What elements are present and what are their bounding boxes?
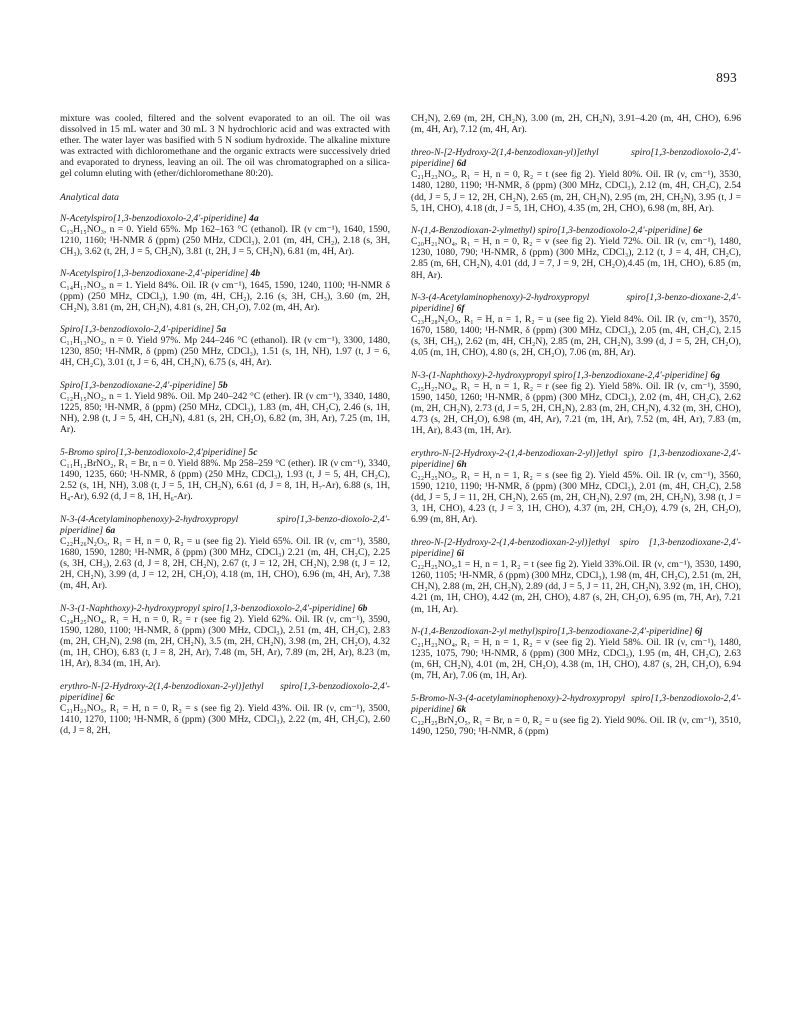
compound-entry <box>60 213 390 257</box>
compound-number: 6a <box>105 524 116 536</box>
compound-name: N-3-(1-Naphthoxy)-2-hydroxypropyl spiro[1,3-benzodioxolo-2,4'-piperidine] <box>60 602 356 614</box>
compound-data: C₂₃H₂₈N₂O₅, R₁ = H, n = 1, R₂ = u (see fig 2). Yield 84%. Oil. IR (ν, cm⁻¹), 3570, 1670, 1580, 1400; ¹H-NMR, δ (ppm) (300 MHz, CDCl₃), 2.05 (m, 4H, CH₂C), 2.15 (s, 3H, CH₃), 2.62 (m, 4H, CH₂N), 2.85 (m, 2H, CH₂N), 3.99 (d, J = 5, 2H, CH₂O), 4.05 (m, 1H, CHO), 4.80 (s, 2H, CH₂O), 7.06 (m, 8H, Ar). <box>411 314 741 359</box>
compound-name: 5-Bromo spiro[1,3-benzodioxolo-2,4'piperidine] <box>60 446 247 458</box>
compound-name: 5-Bromo-N-3-(4-acetylaminophenoxy)-2-hydroxypropyl spiro[1,3-benzodioxolo-2,4'-piperidine] <box>411 692 741 715</box>
compound-number: 5a <box>216 324 227 336</box>
compound-number: 5c <box>248 446 258 458</box>
compound-name: N-3-(1-Naphthoxy)-2-hydroxypropyl spiro[1,3-benzodioxane-2,4'-piperidine] <box>411 369 708 381</box>
compound-data: C₁₂H₁₅NO₂, n = 1. Yield 98%. Oil. Mp 240–242 °C (ether). IR (ν cm⁻¹), 3340, 1480, 1225, 850; ¹H-NMR, δ (ppm) (250 MHz, CDCl₃), 1.83 (m, 4H, CH₂C), 2.46 (s, 1H, NH), 2.98 (t, J = 5, 4H, CH₂N), 4.81 (s, 2H, CH₂O), 6.82 (m, 3H, Ar), 7.25 (m, 1H, Ar). <box>60 391 390 436</box>
compound-entry <box>60 324 390 368</box>
compound-entry <box>411 626 741 681</box>
left-column <box>60 113 390 748</box>
compound-data: C₂₂H₂₅BrN₂O₅, R₁ = Br, n = 0, R₂ = u (see fig 2). Yield 90%. Oil. IR (ν, cm⁻¹), 3510, 1490, 1250, 790; ¹H-NMR, δ (ppm) <box>411 715 741 738</box>
intro-paragraph: mixture was cooled, filtered and the solvent evaporated to an oil. The oil was dissolved in 15 mL water and 30 mL 3 N hydrochloric acid and was extracted with ether. The water layer was basified with 5 N sodium hydroxide. The alkaline mixture was extracted with dichloromethane and the organic extracts were successively dried and evaporated to dryness, leaving an oil. The oil was chromatographed on a silica-gel column eluting with (ether/dichloromethane 80:20). <box>60 113 390 180</box>
compound-data: C₁₄H₁₇NO₃, n = 1. Yield 84%. Oil. IR (ν cm⁻¹), 1645, 1590, 1240, 1100; ¹H-NMR δ (ppm) (250 MHz, CDCl₃), 1.90 (m, 4H, CH₂), 2.16 (s, 3H, CH₃), 3.60 (m, 2H, CH₂N), 3.81 (m, 2H, CH₂N), 4.81 (s, 2H, CH₂O), 7.02 (m, 4H, Ar). <box>60 279 390 313</box>
compound-entry <box>411 537 741 615</box>
compound-name: erythro-N-[2-Hydroxy-2-(1,4-benzodioxan-2-yl)]ethyl spiro [1,3-benzodioxane-2,4'-piperidine] <box>411 447 741 470</box>
compound-entry <box>60 380 390 435</box>
compound-entry <box>411 292 741 359</box>
compound-name: N-Acetylspiro[1,3-benzodioxane-2,4'-piperidine] <box>60 268 249 280</box>
compound-data: C₂₂H₂₆N₂O₅, R₁ = H, n = 0, R₂ = u (see fig 2). Yield 65%. Oil. IR (ν, cm⁻¹), 3580, 1680, 1590, 1280; ¹H-NMR, δ (ppm) (300 MHz, CDCl₃) 2.21 (m, 4H, CH₂C), 2.25 (s, 3H, CH₃), 2.63 (d, J = 8, 2H, CH₂N), 2.67 (t, J = 12, 2H, CH₂N), 2.98 (t, J = 12, 2H, CH₂N), 3.99 (d, J = 12, 2H, CH₂O), 4.18 (m, 1H, CHO), 6.96 (m, 4H, Ar), 7.38 (m, 4H, Ar). <box>60 535 390 592</box>
compound-number: 5b <box>218 379 228 391</box>
compound-entry <box>411 693 741 737</box>
compound-data: C₂₄H₂₅NO₄, R₁ = H, n = 0, R₂ = r (see fig 2). Yield 62%. Oil. IR (ν, cm⁻¹), 3590, 1590, 1280, 1100; ¹H-NMR, δ (ppm) (300 MHz, CDCl₃), 2.51 (m, 4H, CH₂C), 2.83 (m, 2H, CH₂N), 2.98 (m, 2H, CH₂N), 3.5 (m, 2H, CH₂N), 3.98 (m, 2H, CH₂O), 4.32 (m, 1H, CHO), 6.83 (t, J = 8, 2H, Ar), 7.48 (m, 5H, Ar), 7.89 (m, 2H, Ar), 8.23 (m, 1H, Ar), 8.34 (m, 1H, Ar). <box>60 613 390 670</box>
compound-data: C₁₃H₁₅NO₃, n = 0. Yield 65%. Mp 162–163 °C (ethanol). IR (ν cm⁻¹), 1640, 1590, 1210, 1160; ¹H-NMR δ (ppm) (250 MHz, CDCl₃), 2.01 (m, 4H, CH₂), 2.18 (s, 3H, CH₃), 3.62 (t, 2H, J = 5, CH₂N), 3.81 (t, 2H, J = 5, CH₂N), 6.81 (m, 4H, Ar). <box>60 223 390 257</box>
compound-data: C₂₅H₂₇NO₄, R₁ = H, n = 1, R₂ = r (see fig 2). Yield 58%. Oil. IR (ν, cm⁻¹), 3590, 1590, 1450, 1260; ¹H-NMR, δ (ppm) (300 MHz, CDCl₃), 2.02 (m, 4H, CH₂C), 2.62 (m, 2H, CH₂N), 2.73 (d, J = 5, 2H, CH₂N), 2.83 (m, 2H, CH₂N), 4.32 (m, 3H, CHO), 4.73 (s, 2H, CH₂O), 6.98 (m, 4H, Ar), 7.21 (m, 1H, Ar), 7.52 (m, 4H, Ar), 7.83 (m, 1H, Ar), 8.43 (m, 1H, Ar). <box>411 381 741 437</box>
compound-data: C₂₁H₂₃NO₅, R₁ = H, n = 0, R₂ = t (see fig 2). Yield 80%. Oil. IR (ν, cm⁻¹), 3530, 1480, 1280, 1190; ¹H-NMR, δ (ppm) (300 MHz, CDCl₃), 2.12 (m, 4H, CH₂C), 2.54 (dd, J = 5, J = 12, 2H, CH₂N), 2.65 (m, 2H, CH₂N), 2.95 (m, 2H, CH₂N), 3.95 (t, J = 5, 1H, CHO), 4.18 (dt, J = 5, 1H, CHO), 4.35 (m, 2H, CHO), 6.98 (m, 8H, Ar). <box>411 169 741 214</box>
section-title: Analytical data <box>60 191 119 203</box>
compound-name: N-(1,4-Benzodioxan-2-yl methyl)spiro[1,3-benzodioxane-2,4'-piperidine] <box>411 626 693 637</box>
page-number: 893 <box>716 70 737 85</box>
compound-number: 4a <box>249 212 259 224</box>
compound-name: N-Acetylspiro[1,3-benzodioxolo-2,4'-piperidine] <box>60 212 247 224</box>
compound-data: C₂₂H₂₅NO₅,1 = H, n = 1, R₂ = t (see fig 2). Yield 33%.Oil. IR (ν, cm⁻¹), 3530, 1490, 1260, 1105; ¹H-NMR, δ (ppm) (300 MHz, CDCl₃), 1.98 (m, 4H, CH₂C), 2.51 (m, 2H, CH₂N), 2.88 (m, 2H, CH₂N), 2.89 (dd, J = 5, J = 11, 2H, CH₂N), 3.92 (m, 1H, CHO), 4.21 (m, 1H, CHO), 4.42 (m, 2H, CHO), 4.87 (s, 2H, CH₂O), 6.95 (m, 7H, Ar), 7.21 (m, 1H, Ar). <box>411 559 741 615</box>
compound-entry <box>60 447 390 502</box>
compound-name: N-(1,4-Benzodioxan-2-ylmethyl) spiro[1,3-benzodioxolo-2,4'-piperidine] <box>411 225 691 237</box>
compound-data: C₁₁H₁₃NO₂, n = 0. Yield 97%. Mp 244–246 °C (ethanol). IR (ν cm⁻¹), 3300, 1480, 1230, 850; ¹H-NMR, δ (ppm) (250 MHz, CDCl₃), 1.51 (s, 1H, NH), 1.97 (t, J = 6, 4H, CH₂C), 3.01 (t, J = 6, 4H, CH₂N), 6.75 (s, 4H, Ar). <box>60 335 390 369</box>
compound-number: 6j <box>694 626 703 637</box>
compound-data: C₁₁H₁₂BrNO₂, R₁ = Br, n = 0. Yield 88%. Mp 258–259 °C (ether). IR (ν cm⁻¹), 3340, 1490, 1235, 660; ¹H-NMR, δ (ppm) (250 MHz, CDCl₃), 1.93 (t, J = 5, 4H, CH₂C), 2.52 (s, 1H, NH), 3.08 (t, J = 5, 1H, CH₂N), 6.61 (d, J = 8, 1H, H₇-Ar), 6.88 (s, 1H, H₄-Ar), 6.92 (d, J = 8, 1H, H₆-Ar). <box>60 457 390 503</box>
compound-number: 6c <box>105 691 115 703</box>
compound-data: C₂₀H₂₁NO₄, R₁ = H, n = 0, R₂ = v (see fig 2). Yield 72%. Oil. IR (ν, cm⁻¹), 1480, 1230, 1080, 790; ¹H-NMR, δ (ppm) (300 MHz, CDCl₃), 2.12 (t, J = 4, 4H, CH₂C), 2.85 (m, 6H, CH₂N), 4.01 (dd, J = 7, J = 9, 2H, CH₂O),4.45 (m, 1H, CHO), 6.85 (m, 8H, Ar). <box>411 236 741 281</box>
compound-entry <box>60 514 390 592</box>
compound-number: 6b <box>357 602 368 614</box>
compound-number: 6d <box>456 158 467 170</box>
right-column <box>411 113 741 749</box>
compound-name: threo-N-[2-Hydroxy-2(1,4-benzodioxan-yl)]ethyl spiro[1,3-benzodioxolo-2,4'-piperidine] <box>411 147 741 170</box>
compound-name: N-3-(4-Acetylaminophenoxy)-2-hydroxypropyl spiro[1,3-benzo-dioxane-2,4'-piperidine] <box>411 292 741 315</box>
compound-data: C₂₁H₂₃NO₅, R₁ = H, n = 0, R₂ = s (see fig 2). Yield 43%. Oil. IR (ν, cm⁻¹), 3500, 1410, 1270, 1100; ¹H-NMR, δ (ppm) (300 MHz, CDCl₃), 2.22 (m, 4H, CH₂C), 2.60 (d, J = 8, 2H, <box>60 702 390 737</box>
compound-entry <box>411 370 741 437</box>
compound-name: erythro-N-[2-Hydroxy-2(1,4-benzodioxan-2-yl)]ethyl spiro[1,3-benzodioxolo-2,4'-piperidine] <box>60 680 390 703</box>
compound-entry <box>60 268 390 312</box>
compound-entry <box>60 603 390 670</box>
compound-name: N-3-(4-Acetylaminophenoxy)-2-hydroxypropyl spiro[1,3-benzo-dioxolo-2,4'-piperidine] <box>60 513 390 536</box>
compound-number: 6i <box>456 548 465 560</box>
compound-name: threo-N-[2-Hydroxy-2-(1,4-benzodioxan-2-yl)]ethyl spiro [1,3-benzodioxane-2,4'-piperidine] <box>411 536 741 560</box>
compound-name: Spiro[1,3-benzodioxane-2,4'-piperidine] <box>60 379 216 391</box>
compound-number: 6h <box>456 459 467 470</box>
compound-entry <box>411 448 741 526</box>
compound-entry <box>411 147 741 214</box>
compound-data: C₂₂H₂₅NO₅, R₁ = H, n = 1, R₂ = s (see fig 2). Yield 45%. Oil. IR (ν, cm⁻¹), 3560, 1590, 1210, 1190; ¹H-NMR, δ (ppm) (300 MHz, CDCl₃), 2.01 (m, 4H, CH₂C), 2.58 (dd, J = 5, J = 11, 2H, CH₂N), 2.65 (m, 2H, CH₂N), 2.97 (m, 2H, CH₂N), 3.98 (t, J = 3, 1H, CHO), 4.23 (t, J = 3, 1H, CHO), 4.37 (m, 2H, CH₂O), 4.79 (s, 2H, CH₂O), 6.99 (m, 8H, Ar). <box>411 470 741 526</box>
compound-number: 6e <box>693 225 703 237</box>
continued-text: CH₂N), 2.69 (m, 2H, CH₂N), 3.00 (m, 2H, CH₂N), 3.91–4.20 (m, 4H, CHO), 6.96 (m, 4H, Ar), 7.12 (m, 4H, Ar). <box>411 113 741 136</box>
compound-data: C₂₁H₂₃NO₄, R₁ = H, n = 1, R₂ = v (see fig 2). Yield 58%. Oil. IR (ν, cm⁻¹), 1480, 1235, 1075, 790; ¹H-NMR, δ (ppm) (300 MHz, CDCl₃), 1.95 (m, 4H, CH₂C), 2.63 (m, 6H, CH₂N), 4.01 (m, 2H, CH₂O), 4.38 (m, 1H, CHO), 4.87 (s, 2H, CH₂O), 6.94 (m, 7H, Ar), 7.06 (m, 1H, Ar). <box>411 637 741 682</box>
compound-number: 6f <box>456 303 465 315</box>
compound-number: 6k <box>456 703 467 715</box>
compound-number: 4b <box>250 268 261 280</box>
compound-entry <box>411 225 741 280</box>
compound-name: Spiro[1,3-benzodioxolo-2,4'-piperidine] <box>60 324 215 336</box>
compound-entry <box>60 681 390 736</box>
compound-number: 6g <box>710 369 720 381</box>
